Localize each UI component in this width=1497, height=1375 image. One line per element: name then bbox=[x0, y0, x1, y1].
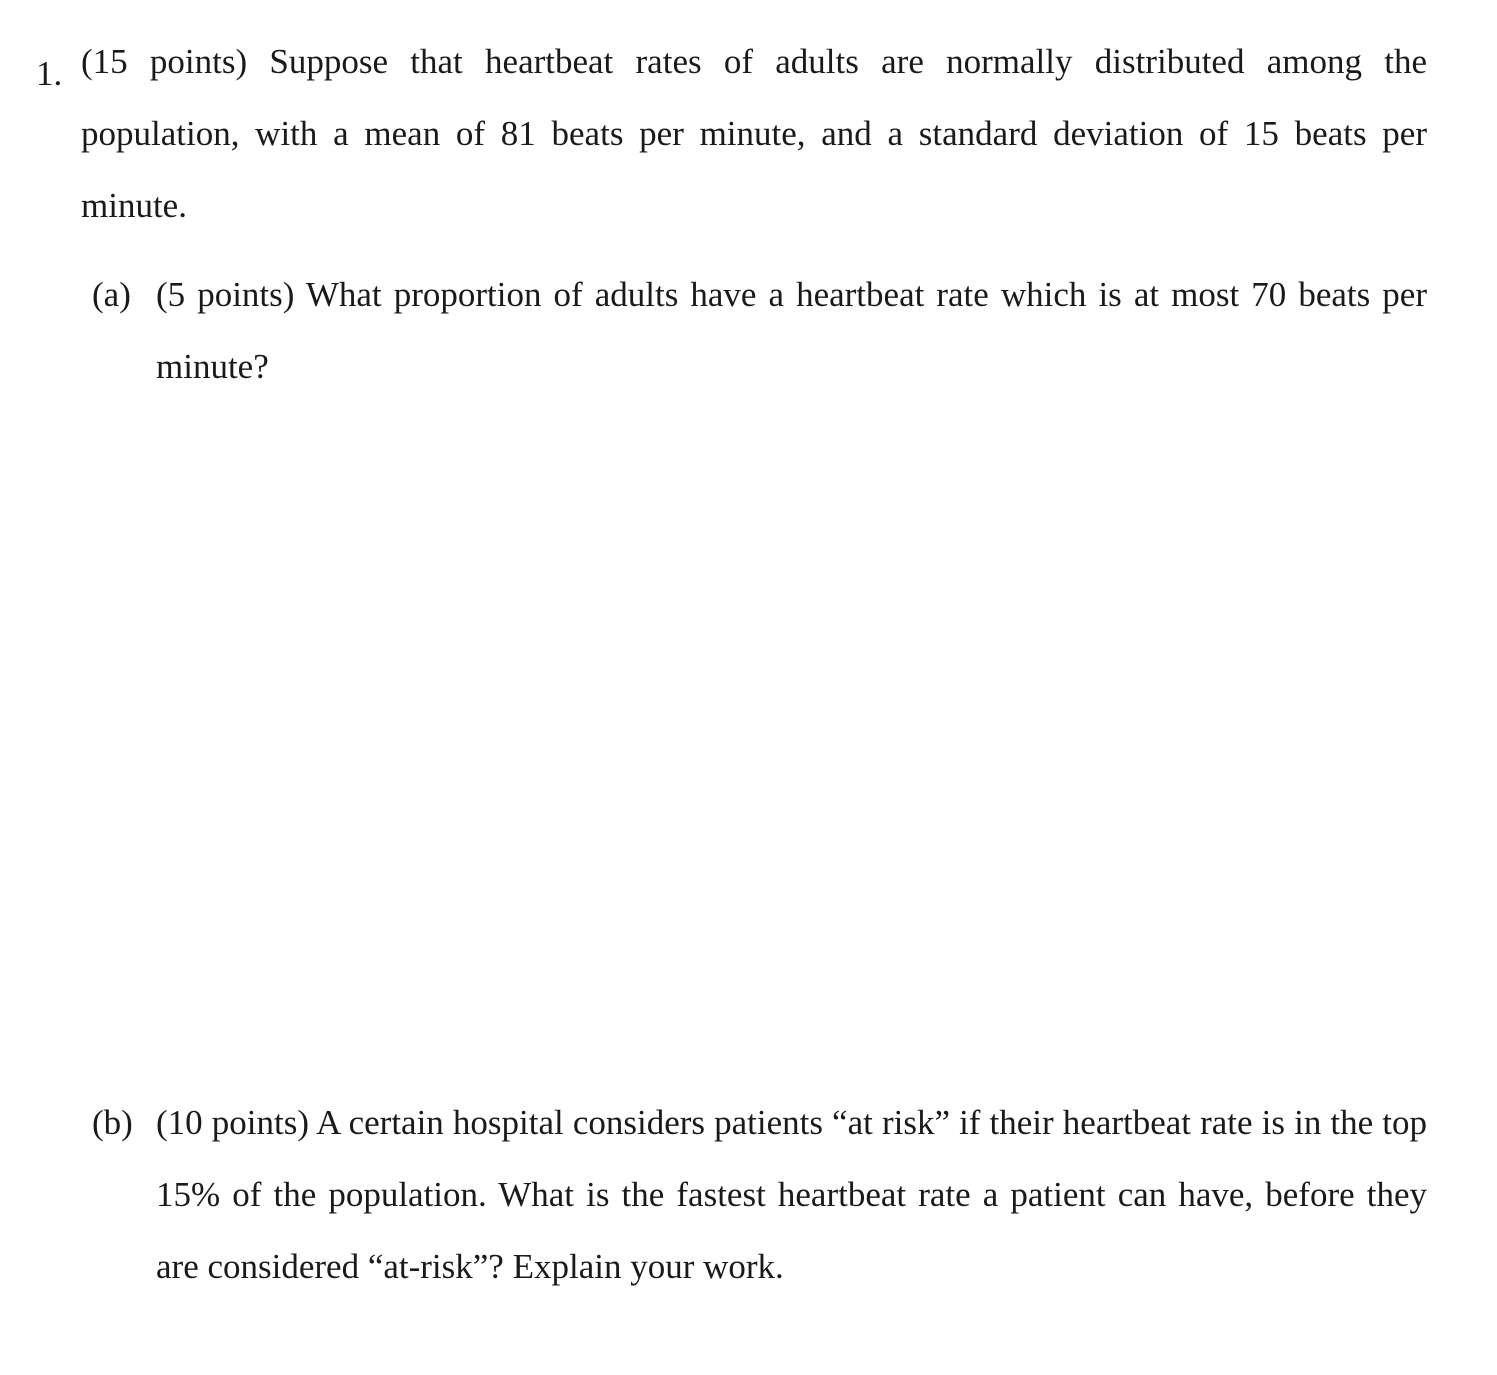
question-points: (15 points) bbox=[81, 42, 248, 81]
answer-space-a bbox=[156, 420, 1427, 1060]
part-a-label: (a) bbox=[92, 275, 131, 314]
part-a-text bbox=[156, 259, 1427, 403]
part-b-label: (b) bbox=[92, 1103, 133, 1142]
part-b-points: (10 points) bbox=[156, 1103, 309, 1142]
question-body: Suppose that heartbeat rates of adults are normally distributed among the population, with a mean of 81 beats per minute, and a standard deviation of 15 beats per minute. bbox=[81, 42, 1427, 225]
part-b-body: A certain hospital considers patients “at risk” if their heartbeat rate is in the top 15% of the population. What is the fastest heartbeat rate a patient can have, before they are considered “at-risk”? Explain your work. bbox=[156, 1103, 1427, 1286]
question-number: 1. bbox=[36, 54, 63, 93]
part-a-points: (5 points) bbox=[156, 275, 295, 314]
part-b-text bbox=[156, 1087, 1427, 1303]
question-text bbox=[81, 26, 1427, 242]
part-a-body: What proportion of adults have a heartbeat rate which is at most 70 beats per minute? bbox=[156, 275, 1427, 386]
